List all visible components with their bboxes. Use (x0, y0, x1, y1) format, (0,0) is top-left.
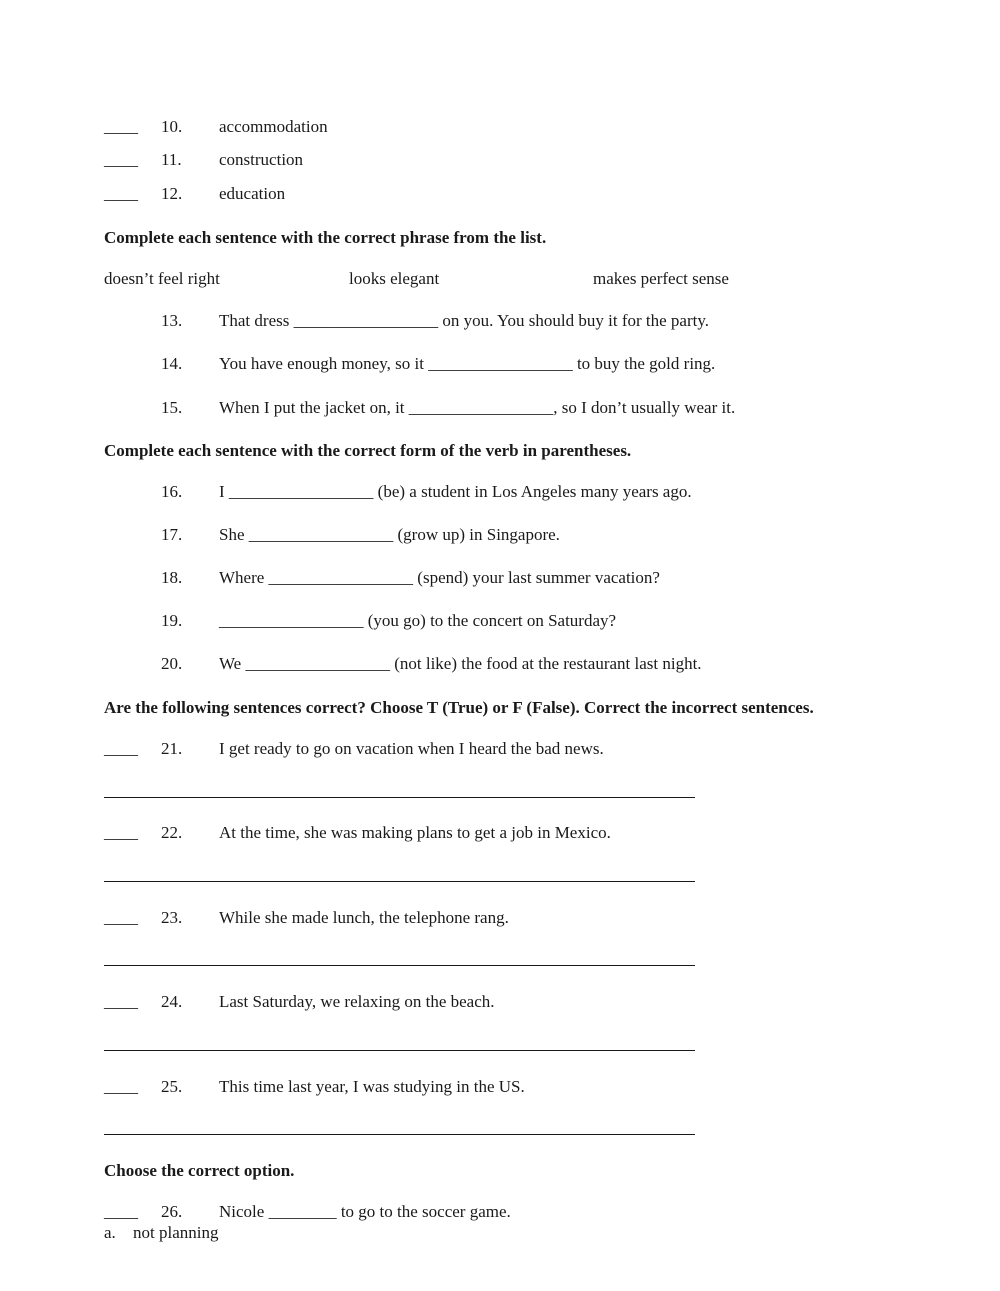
choice-letter: a. (104, 1223, 116, 1242)
item-number: 16. (161, 482, 183, 501)
section-heading-options: Choose the correct option. (104, 1161, 295, 1180)
answer-blank[interactable]: ____ (104, 992, 138, 1011)
item-number: 13. (161, 311, 183, 330)
item-number: 19. (161, 611, 183, 630)
correction-line[interactable] (104, 965, 695, 966)
correction-line[interactable] (104, 881, 695, 882)
question-sentence: This time last year, I was studying in the US. (219, 1077, 525, 1096)
match-word: education (219, 184, 286, 203)
item-number: 11. (161, 150, 182, 169)
question-sentence: She _________________ (grow up) in Singapore. (219, 525, 560, 544)
answer-blank[interactable]: ____ (104, 1202, 138, 1221)
section-heading-phrases: Complete each sentence with the correct phrase from the list. (104, 228, 547, 247)
answer-blank[interactable]: ____ (104, 184, 138, 203)
question-sentence: Nicole ________ to go to the soccer game. (219, 1202, 511, 1221)
choice-text[interactable]: not planning (133, 1223, 219, 1242)
question-sentence: _________________ (you go) to the concert on Saturday? (219, 611, 617, 630)
item-number: 23. (161, 908, 183, 927)
answer-blank[interactable]: ____ (104, 150, 138, 169)
section-heading-truefalse: Are the following sentences correct? Choose T (True) or F (False). Correct the incorrect sentences. (104, 698, 814, 717)
question-sentence: I get ready to go on vacation when I heard the bad news. (219, 739, 604, 758)
item-number: 22. (161, 823, 183, 842)
question-sentence: You have enough money, so it _________________ to buy the gold ring. (219, 354, 716, 373)
item-number: 25. (161, 1077, 183, 1096)
section-heading-verbs: Complete each sentence with the correct form of the verb in parentheses. (104, 441, 632, 460)
question-sentence: When I put the jacket on, it _________________, so I don’t usually wear it. (219, 398, 736, 417)
item-number: 18. (161, 568, 183, 587)
phrase-option: makes perfect sense (593, 269, 729, 288)
question-sentence: That dress _________________ on you. You should buy it for the party. (219, 311, 709, 330)
phrase-option: looks elegant (349, 269, 440, 288)
match-word: construction (219, 150, 304, 169)
correction-line[interactable] (104, 1134, 695, 1135)
answer-blank[interactable]: ____ (104, 908, 138, 927)
question-sentence: Last Saturday, we relaxing on the beach. (219, 992, 495, 1011)
question-sentence: I _________________ (be) a student in Los Angeles many years ago. (219, 482, 692, 501)
item-number: 24. (161, 992, 183, 1011)
question-sentence: At the time, she was making plans to get a job in Mexico. (219, 823, 611, 842)
item-number: 26. (161, 1202, 183, 1221)
answer-blank[interactable]: ____ (104, 1077, 138, 1096)
item-number: 10. (161, 117, 183, 136)
item-number: 15. (161, 398, 183, 417)
question-sentence: While she made lunch, the telephone rang. (219, 908, 509, 927)
answer-blank[interactable]: ____ (104, 117, 138, 136)
question-sentence: We _________________ (not like) the food at the restaurant last night. (219, 654, 702, 673)
answer-blank[interactable]: ____ (104, 823, 138, 842)
correction-line[interactable] (104, 797, 695, 798)
match-word: accommodation (219, 117, 328, 136)
phrase-option: doesn’t feel right (104, 269, 220, 288)
answer-blank[interactable]: ____ (104, 739, 138, 758)
item-number: 17. (161, 525, 183, 544)
item-number: 20. (161, 654, 183, 673)
item-number: 14. (161, 354, 183, 373)
question-sentence: Where _________________ (spend) your last summer vacation? (219, 568, 660, 587)
item-number: 21. (161, 739, 183, 758)
item-number: 12. (161, 184, 183, 203)
correction-line[interactable] (104, 1050, 695, 1051)
